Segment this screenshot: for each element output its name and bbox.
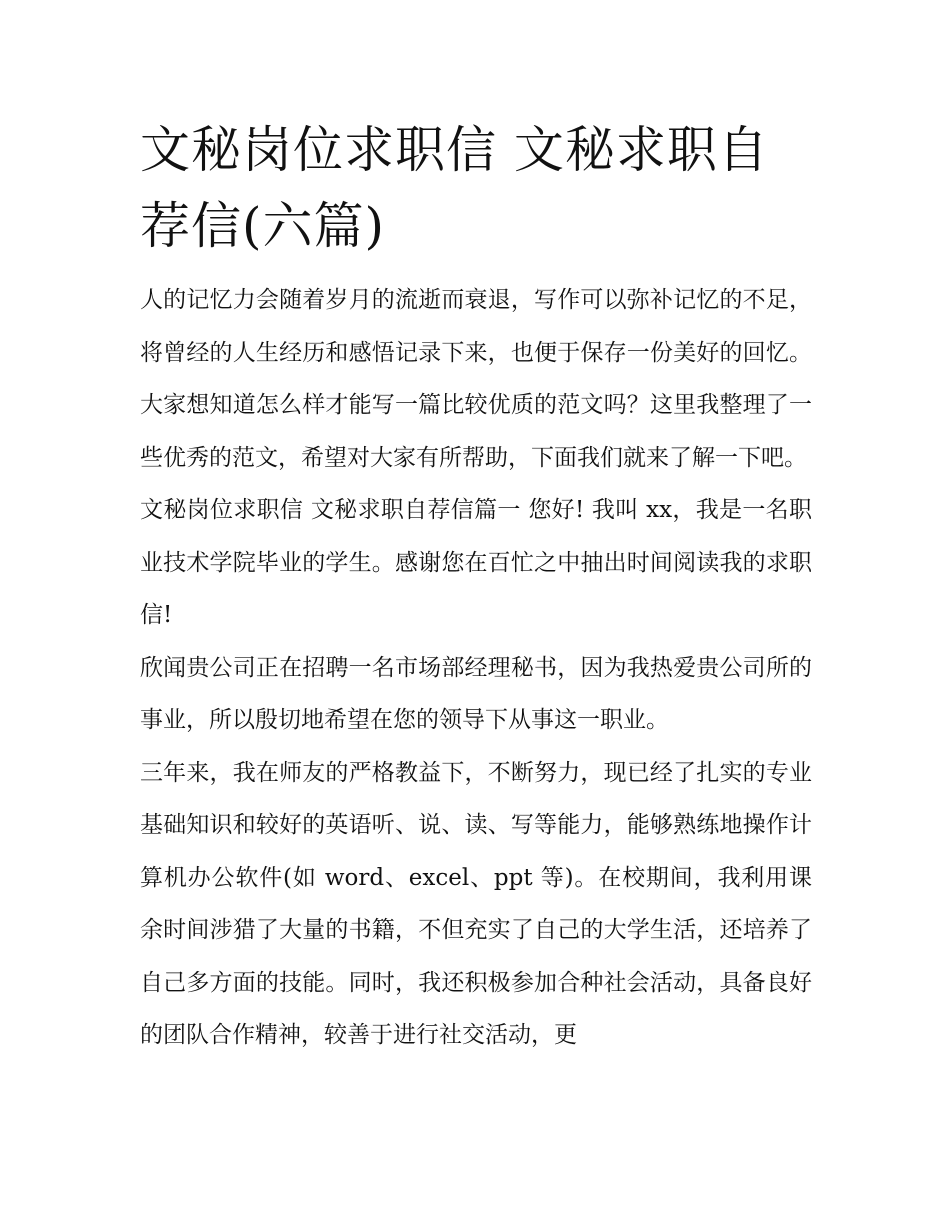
document-body bbox=[140, 274, 812, 1062]
paragraph-experience: 三年来，我在师友的严格教益下，不断努力，现已经了扎实的专业基础知识和较好的英语听、说、读、写等能力，能够熟练地操作计算机办公软件(如 word、excel、ppt 等)。在校期间，我利用课余时间涉猎了大量的书籍，不但充实了自己的大学生活，还培养了自己多方面的技能。同时，我还积极参加合种社会活动，具备良好的团队合作精神，较善于进行社交活动，更 bbox=[140, 759, 812, 1048]
document-page bbox=[140, 112, 812, 1062]
paragraph-intro: 人的记忆力会随着岁月的流逝而衰退，写作可以弥补记忆的不足，将曾经的人生经历和感悟记录下来，也便于保存一份美好的回忆。大家想知道怎么样才能写一篇比较优质的范文吗？这里我整理了一些优秀的范文，希望对大家有所帮助，下面我们就来了解一下吧。 bbox=[140, 287, 812, 471]
document-title: 文秘岗位求职信 文秘求职自荐信(六篇) bbox=[140, 121, 769, 255]
paragraph-greeting: 文秘岗位求职信 文秘求职自荐信篇一 您好! 我叫 xx，我是一名职业技术学院毕业的学生。感谢您在百忙之中抽出时间阅读我的求职信! bbox=[140, 497, 812, 628]
paragraph-position: 欣闻贵公司正在招聘一名市场部经理秘书，因为我热爱贵公司所的事业，所以殷切地希望在您的领导下从事这一职业。 bbox=[140, 654, 812, 733]
